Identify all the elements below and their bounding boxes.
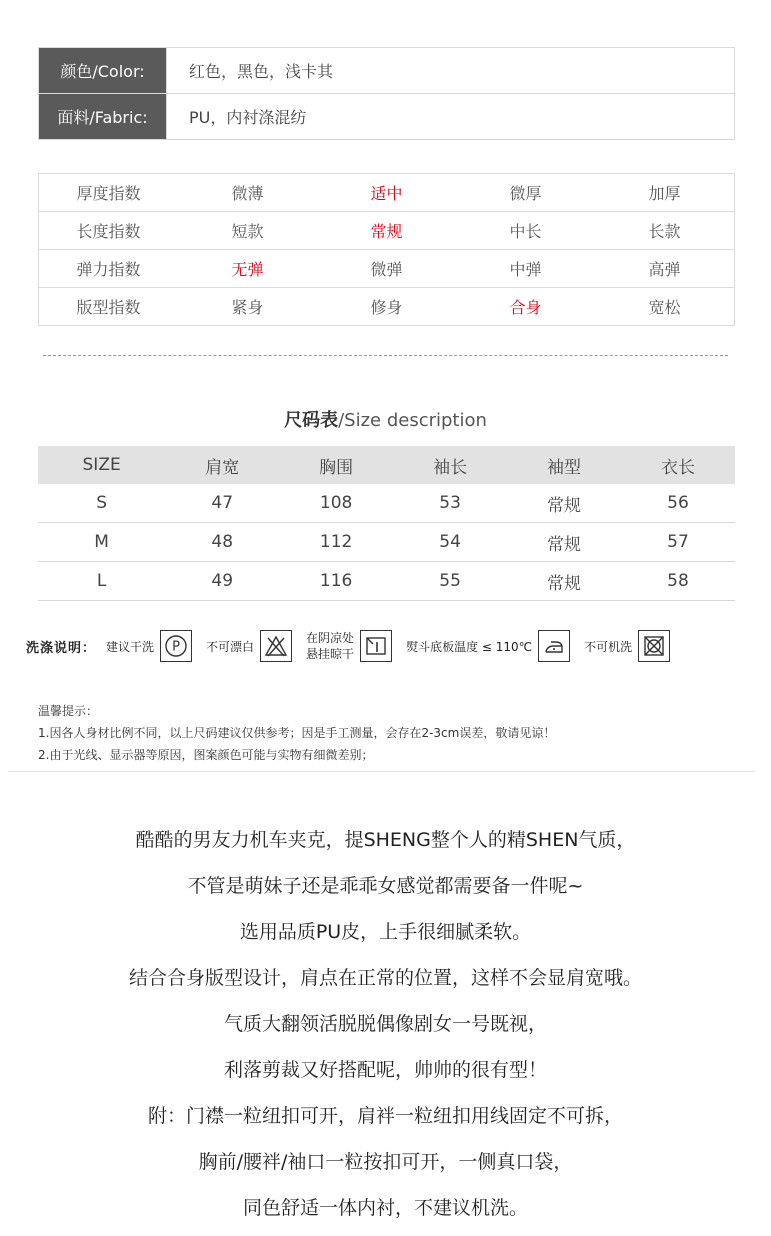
care-text-two-line — [306, 630, 354, 662]
index-row-elasticity — [39, 250, 735, 288]
description-line: 胸前/腰袢/袖口一粒按扣可开，一侧真口袋， — [198, 1151, 573, 1173]
table-cell: 56 — [621, 484, 735, 523]
index-name: 弹力指数 — [39, 250, 179, 288]
index-table — [38, 173, 735, 326]
care-item-dry-clean — [106, 630, 192, 662]
care-label: 洗涤说明： — [26, 640, 97, 656]
care-text: 不可机洗 — [584, 639, 633, 654]
index-row-length — [39, 212, 735, 250]
line-dry-shade-icon — [360, 630, 392, 662]
section-divider — [8, 771, 755, 772]
index-option: 微厚 — [456, 174, 595, 212]
no-machine-wash-icon — [638, 630, 670, 662]
attribute-value: PU，内衬涤混纺 — [167, 94, 735, 140]
attribute-value: 红色，黑色，浅卡其 — [167, 48, 735, 94]
notes-title: 温馨提示： — [38, 704, 99, 718]
index-option: 微薄 — [178, 174, 317, 212]
index-option-selected: 适中 — [317, 174, 456, 212]
product-attributes-table — [38, 47, 735, 140]
notes-section — [38, 700, 555, 766]
attribute-row-fabric — [39, 94, 735, 140]
size-chart-table — [38, 446, 735, 601]
index-name: 版型指数 — [39, 288, 179, 326]
attribute-label: 面料/Fabric: — [39, 94, 167, 140]
index-option: 修身 — [317, 288, 456, 326]
table-cell: 108 — [279, 484, 393, 523]
svg-text:P: P — [172, 639, 180, 655]
dry-clean-icon — [160, 630, 192, 662]
attribute-row-color — [39, 48, 735, 94]
column-header: 肩宽 — [165, 446, 279, 484]
care-text: 悬挂晾干 — [306, 647, 355, 661]
index-option-selected: 无弹 — [178, 250, 317, 288]
product-description — [0, 822, 771, 1236]
table-cell: 常规 — [507, 523, 621, 562]
table-cell: 58 — [621, 562, 735, 601]
table-cell: 57 — [621, 523, 735, 562]
description-line: 利落剪裁又好搭配呢，帅帅的很有型！ — [223, 1059, 547, 1081]
column-header: SIZE — [38, 446, 165, 484]
index-option: 高弹 — [595, 250, 735, 288]
size-chart-title-bold: 尺码表 — [284, 410, 339, 431]
dashed-divider — [43, 355, 728, 356]
index-option: 紧身 — [178, 288, 317, 326]
index-option: 中长 — [456, 212, 595, 250]
table-cell: M — [38, 523, 165, 562]
index-option-selected: 合身 — [456, 288, 595, 326]
index-option: 微弹 — [317, 250, 456, 288]
index-option: 中弹 — [456, 250, 595, 288]
table-cell: 48 — [165, 523, 279, 562]
table-cell: 53 — [393, 484, 507, 523]
attribute-label: 颜色/Color: — [39, 48, 167, 94]
index-row-thickness — [39, 174, 735, 212]
index-option: 加厚 — [595, 174, 735, 212]
description-line: 不管是萌妹子还是乖乖女感觉都需要备一件呢~ — [187, 875, 584, 897]
size-chart-header — [38, 446, 735, 484]
care-text: 建议干洗 — [106, 639, 155, 654]
column-header: 袖长 — [393, 446, 507, 484]
table-row — [38, 523, 735, 562]
size-chart-title-rest: /Size description — [338, 410, 487, 431]
description-line: 酷酷的男友力机车夹克，提SHENG整个人的精SHEN气质， — [135, 829, 636, 851]
table-cell: S — [38, 484, 165, 523]
table-cell: 常规 — [507, 484, 621, 523]
care-item-no-bleach — [206, 630, 292, 662]
table-cell: L — [38, 562, 165, 601]
table-cell: 常规 — [507, 562, 621, 601]
iron-icon — [538, 630, 570, 662]
care-instructions — [26, 627, 684, 665]
care-item-iron — [406, 630, 570, 662]
description-line: 气质大翻领活脱脱偶像剧女一号既视， — [223, 1013, 547, 1035]
index-option: 短款 — [178, 212, 317, 250]
description-line: 选用品质PU皮，上手很细腻柔软。 — [239, 921, 532, 943]
table-cell: 112 — [279, 523, 393, 562]
notes-line: 1.因各人身材比例不同，以上尺码建议仅供参考；因是手工测量，会存在2-3cm误差，敬请见谅！ — [38, 726, 556, 740]
index-name: 厚度指数 — [39, 174, 179, 212]
no-bleach-icon — [260, 630, 292, 662]
index-row-fit — [39, 288, 735, 326]
column-header: 袖型 — [507, 446, 621, 484]
care-item-no-machine-wash — [584, 630, 670, 662]
size-chart-title — [0, 406, 771, 432]
index-name: 长度指数 — [39, 212, 179, 250]
column-header: 衣长 — [621, 446, 735, 484]
index-option: 宽松 — [595, 288, 735, 326]
description-line: 结合合身版型设计，肩点在正常的位置，这样不会显肩宽哦。 — [128, 967, 642, 989]
care-text: 不可漂白 — [206, 639, 255, 654]
table-cell: 55 — [393, 562, 507, 601]
table-cell: 49 — [165, 562, 279, 601]
table-cell: 54 — [393, 523, 507, 562]
care-text: 熨斗底板温度 ≤ 110℃ — [406, 639, 533, 654]
table-row — [38, 484, 735, 523]
notes-line: 2.由于光线、显示器等原因，图案颜色可能与实物有细微差别； — [38, 748, 374, 762]
care-item-line-dry — [306, 630, 392, 662]
table-cell: 116 — [279, 562, 393, 601]
description-line: 附：门襟一粒纽扣可开，肩袢一粒纽扣用线固定不可拆， — [147, 1105, 623, 1127]
table-row — [38, 562, 735, 601]
care-text: 在阴凉处 — [306, 631, 355, 645]
table-cell: 47 — [165, 484, 279, 523]
column-header: 胸围 — [279, 446, 393, 484]
index-option-selected: 常规 — [317, 212, 456, 250]
index-option: 长款 — [595, 212, 735, 250]
description-line: 同色舒适一体内衬，不建议机洗。 — [242, 1197, 528, 1219]
